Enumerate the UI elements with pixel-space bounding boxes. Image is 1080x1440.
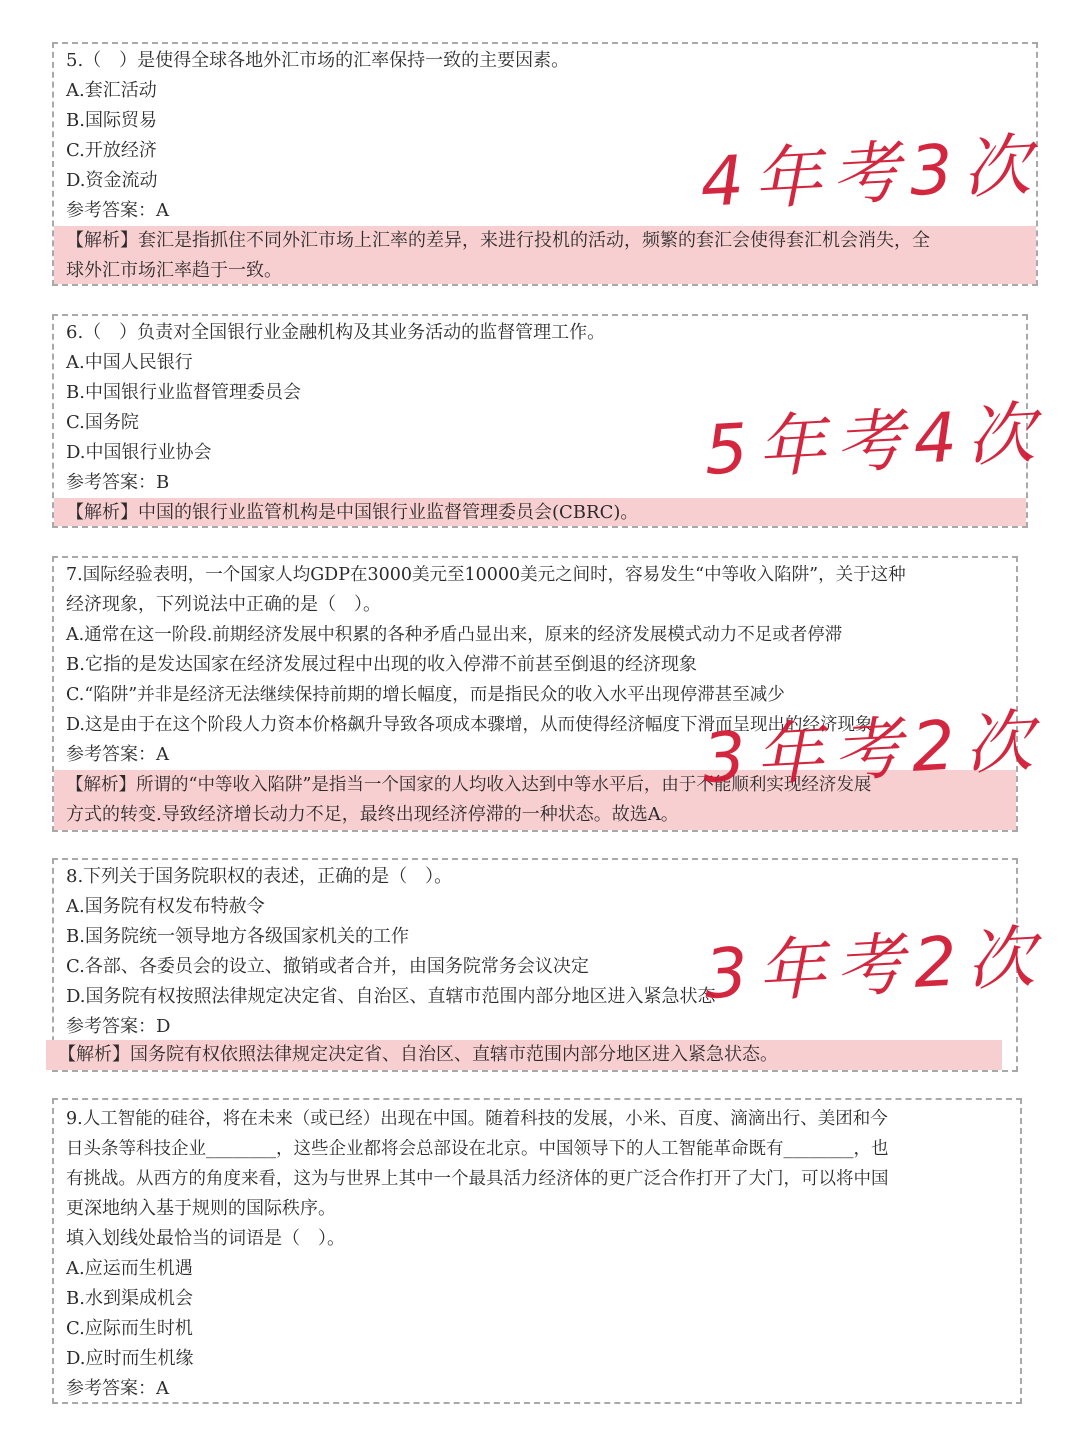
option-c: C.各部、各委员会的设立、撤销或者合并，由国务院常务会议决定 xyxy=(66,956,589,977)
answer: 参考答案：A xyxy=(66,1378,169,1399)
explanation-line-2: 方式的转变.导致经济增长动力不足，最终出现经济停滞的一种状态。故选A。 xyxy=(66,804,679,825)
answer: 参考答案：B xyxy=(66,472,170,493)
option-d: D.资金流动 xyxy=(66,170,158,191)
option-c: C.应际而生时机 xyxy=(66,1318,193,1339)
option-d: D.国务院有权按照法律规定决定省、自治区、直辖市范围内部分地区进入紧急状态 xyxy=(66,986,716,1007)
question-stem-line-4: 更深地纳入基于规则的国际秩序。 xyxy=(66,1198,336,1219)
answer: 参考答案：A xyxy=(66,200,169,221)
option-b: B.中国银行业监督管理委员会 xyxy=(66,382,301,403)
explanation-tag: 【解析】 xyxy=(66,502,138,523)
question-stem: 7.国际经验表明，一个国家人均GDP在3000美元至10000美元之间时，容易发生“中等收入陷阱”，关于这种 xyxy=(66,565,906,585)
explanation-line-1: 中国的银行业监管机构是中国银行业监督管理委员会(CBRC)。 xyxy=(138,502,639,523)
handwritten-note: 5年考4次 xyxy=(702,394,1047,491)
explanation-tag: 【解析】 xyxy=(58,1044,130,1065)
option-a: A.应运而生机遇 xyxy=(66,1258,193,1279)
option-b: B.国际贸易 xyxy=(66,110,157,131)
question-stem: 5.（ ）是使得全球各地外汇市场的汇率保持一致的主要因素。 xyxy=(66,50,570,71)
question-stem-line-2: 经济现象，下列说法中正确的是（ ）。 xyxy=(66,594,381,615)
option-b: B.水到渠成机会 xyxy=(66,1288,193,1309)
explanation-box xyxy=(54,498,1026,526)
option-c: C.开放经济 xyxy=(66,140,157,161)
question-stem: 6.（ ）负责对全国银行业金融机构及其业务活动的监督管理工作。 xyxy=(66,322,606,343)
explanation-line-1: 套汇是指抓住不同外汇市场上汇率的差异，来进行投机的活动，频繁的套汇会使得套汇机会消失，全 xyxy=(138,230,930,251)
option-c: C.国务院 xyxy=(66,412,139,433)
question-stem: 9.人工智能的硅谷，将在未来（或已经）出现在中国。随着科技的发展，小米、百度、滴滴出行、美团和今 xyxy=(66,1109,888,1129)
option-d: D.中国银行业协会 xyxy=(66,442,212,463)
explanation-box xyxy=(54,226,1036,284)
handwritten-note: 3年考2次 xyxy=(702,918,1047,1015)
explanation-box xyxy=(46,1040,1002,1070)
question-stem-line-3: 有挑战。从西方的角度来看，这为与世界上其中一个最具活力经济体的更广泛合作打开了大门，可以将中国 xyxy=(66,1169,889,1189)
explanation-tag: 【解析】 xyxy=(66,775,136,795)
answer: 参考答案：D xyxy=(66,1016,171,1037)
explanation-line-2: 球外汇市场汇率趋于一致。 xyxy=(66,260,282,281)
explanation-line-1: 国务院有权依照法律规定决定省、自治区、直辖市范围内部分地区进入紧急状态。 xyxy=(130,1044,778,1065)
option-c: C.“陷阱”并非是经济无法继续保持前期的增长幅度，而是指民众的收入水平出现停滞甚至减少 xyxy=(66,685,785,705)
option-a: A.国务院有权发布特赦令 xyxy=(66,896,265,917)
question-stem: 8.下列关于国务院职权的表述，正确的是（ ）。 xyxy=(66,866,453,887)
option-a: A.通常在这一阶段.前期经济发展中积累的各种矛盾凸显出来，原来的经济发展模式动力不足或者停滞 xyxy=(66,625,843,645)
option-b: B.国务院统一领导地方各级国家机关的工作 xyxy=(66,926,409,947)
option-d: D.应时而生机缘 xyxy=(66,1348,194,1369)
option-d: D.这是由于在这个阶段人力资本价格飙升导致各项成本骤增，从而使得经济幅度下滑而呈现出的经济现象 xyxy=(66,715,873,735)
answer: 参考答案：A xyxy=(66,744,169,765)
question-card xyxy=(52,1098,1022,1404)
option-b: B.它指的是发达国家在经济发展过程中出现的收入停滞不前甚至倒退的经济现象 xyxy=(66,654,697,675)
question-stem-line-2: 日头条等科技企业________，这些企业都将会总部设在北京。中国领导下的人工智能革命既有________，也 xyxy=(66,1139,889,1159)
explanation-tag: 【解析】 xyxy=(66,230,138,251)
handwritten-note: 3年考2次 xyxy=(700,702,1045,799)
explanation-line-1: 所谓的“中等收入陷阱”是指当一个国家的人均收入达到中等水平后，由于不能顺利实现经济发展 xyxy=(136,775,872,795)
option-a: A.套汇活动 xyxy=(66,80,157,101)
question-prompt: 填入划线处最恰当的词语是（ ）。 xyxy=(66,1228,345,1249)
option-a: A.中国人民银行 xyxy=(66,352,193,373)
handwritten-note: 4年考3次 xyxy=(698,126,1043,223)
